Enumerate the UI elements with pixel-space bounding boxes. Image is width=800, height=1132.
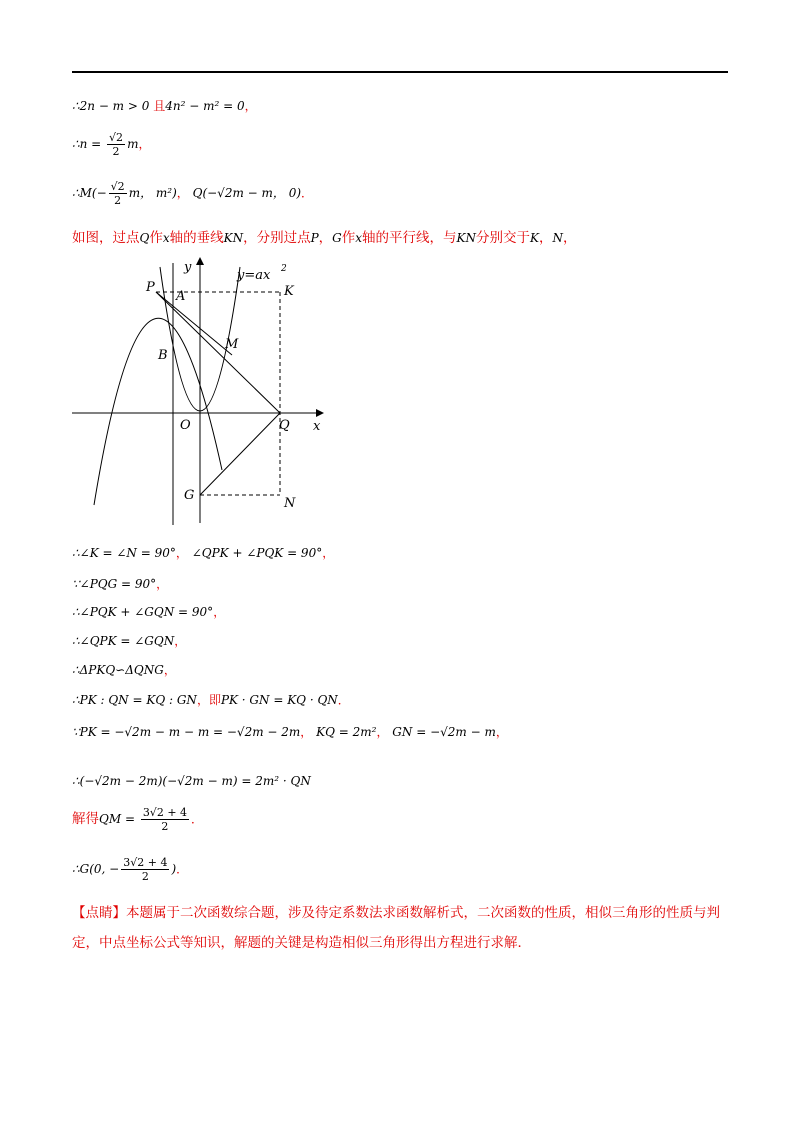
cn-text: ，分别过点: [243, 230, 311, 246]
construction-sentence: [72, 228, 576, 248]
math-text: ∴∠QPK = ∠GQN: [72, 634, 175, 648]
math-text: ∴∠PQK + ∠GQN = 90°: [72, 605, 214, 619]
math-symbol: KN: [456, 231, 477, 245]
math-text: ∴PK : QN = KQ : GN: [72, 693, 197, 707]
fraction-denominator: 2: [161, 820, 169, 833]
punctuation: ，: [176, 186, 189, 200]
punctuation: ．: [191, 812, 204, 826]
label-curve: y=ax: [237, 268, 271, 283]
step-line-6: [72, 576, 168, 592]
punctuation: ，: [138, 137, 151, 151]
label-y: y: [184, 260, 192, 275]
step-line-13: [72, 806, 203, 833]
fraction: [109, 180, 127, 207]
punctuation: ，: [156, 577, 169, 591]
cn-text: ，: [538, 230, 553, 246]
punctuation: ，: [322, 546, 335, 560]
math-symbol: G: [332, 231, 342, 245]
fraction-denominator: 2: [114, 194, 122, 207]
step-line-2: [72, 131, 150, 158]
punctuation: ，: [300, 725, 313, 739]
y-axis-arrow: [196, 257, 204, 265]
header-rule: [72, 71, 728, 73]
step-line-10: [72, 692, 350, 708]
math-symbol: KN: [223, 231, 244, 245]
fraction-denominator: 2: [141, 870, 149, 883]
connector-text: 且: [153, 99, 166, 113]
solve-label: 解得: [72, 811, 99, 827]
fraction-numerator: √2: [109, 131, 124, 144]
math-text: ∠QPK + ∠PQK = 90°: [191, 546, 323, 560]
punctuation: ，: [495, 725, 508, 739]
key-point-note: 【点睛】本题属于二次函数综合题，涉及待定系数法求函数解析式，二次函数的性质，相似三角形的性质与判定，中点坐标公式等知识，解题的关键是构造相似三角形得出方程进行求解．: [72, 905, 720, 951]
math-text: Q(−√2m − m， 0): [192, 186, 302, 200]
cn-text: ，: [318, 230, 333, 246]
math-text: ∴2n − m > 0: [72, 99, 154, 113]
label-a: A: [176, 289, 186, 304]
math-symbol: x: [355, 231, 363, 245]
punctuation: ．: [301, 186, 314, 200]
label-curve-exp: 2: [281, 264, 287, 274]
fraction-denominator: 2: [112, 145, 120, 158]
label-b: B: [158, 348, 168, 363]
x-axis-arrow: [316, 409, 324, 417]
punctuation: ，: [244, 99, 257, 113]
punctuation: ，: [376, 725, 389, 739]
step-line-7: [72, 604, 225, 620]
math-text: KQ = 2m²: [316, 725, 377, 739]
math-symbol: Q: [139, 231, 150, 245]
geometry-figure: [72, 255, 332, 527]
punctuation: ，: [175, 546, 188, 560]
fraction: [121, 856, 169, 883]
cn-text: 作: [149, 230, 163, 246]
step-line-11: [72, 724, 508, 740]
math-text: ∴ΔPKQ∽ΔQNG: [72, 663, 164, 677]
math-text: GN = −√2m − m: [392, 725, 496, 739]
punctuation: ，: [213, 605, 226, 619]
cn-text: 分别交于: [476, 230, 531, 246]
math-symbol: N: [552, 231, 563, 245]
cn-text: 轴的垂线: [169, 230, 224, 246]
math-symbol: P: [310, 231, 319, 245]
fraction-numerator: 3√2 + 4: [142, 806, 188, 819]
line-gq: [200, 413, 280, 495]
cn-text: 作: [341, 230, 356, 246]
cn-text: ，: [562, 230, 577, 246]
math-text: ∴M(−: [72, 186, 107, 200]
math-text: PK · GN = KQ · QN: [220, 693, 338, 707]
math-symbol: x: [162, 231, 170, 245]
math-text: m: [127, 137, 139, 151]
label-m: M: [225, 337, 239, 352]
label-q: Q: [279, 418, 290, 433]
math-symbol: K: [530, 231, 539, 245]
label-o: O: [180, 418, 191, 433]
math-text: 4n² − m² = 0: [165, 99, 245, 113]
fraction-numerator: 3√2 + 4: [123, 856, 168, 869]
step-line-12: [72, 773, 311, 789]
cn-text: 轴的平行线，与: [362, 230, 457, 246]
punctuation: ．: [337, 693, 350, 707]
fraction: [141, 806, 189, 833]
step-line-1: [72, 98, 257, 114]
math-text: ∴n =: [72, 137, 106, 151]
step-line-5: [72, 545, 334, 561]
step-line-14: [72, 856, 188, 883]
math-text: QM =: [99, 812, 139, 826]
cn-text: 如图，过点: [72, 230, 140, 246]
line-pa-m: [156, 292, 232, 355]
punctuation: ，: [174, 634, 187, 648]
fraction-numerator: √2: [110, 180, 125, 193]
label-k: K: [284, 284, 294, 299]
label-g: G: [184, 488, 195, 503]
math-text: ∵PK = −√2m − m − m = −√2m − 2m: [72, 725, 301, 739]
parabola-down: [94, 318, 222, 505]
label-p: P: [146, 280, 155, 295]
step-line-3: [72, 180, 313, 207]
connector-text: ，即: [196, 693, 221, 707]
math-text: ∵∠PQG = 90°: [72, 577, 157, 591]
punctuation: ．: [176, 862, 189, 876]
label-x: x: [313, 419, 321, 434]
math-text: m， m²): [128, 186, 177, 200]
math-text: ): [171, 862, 177, 876]
math-text: ∴(−√2m − 2m)(−√2m − m) = 2m² · QN: [72, 774, 311, 788]
label-n: N: [284, 496, 296, 511]
math-text: ∴G(0, −: [72, 862, 120, 876]
step-line-8: [72, 633, 186, 649]
punctuation: ，: [163, 663, 176, 677]
math-text: ∴∠K = ∠N = 90°: [72, 546, 176, 560]
step-line-9: [72, 662, 176, 678]
fraction: [107, 131, 125, 158]
